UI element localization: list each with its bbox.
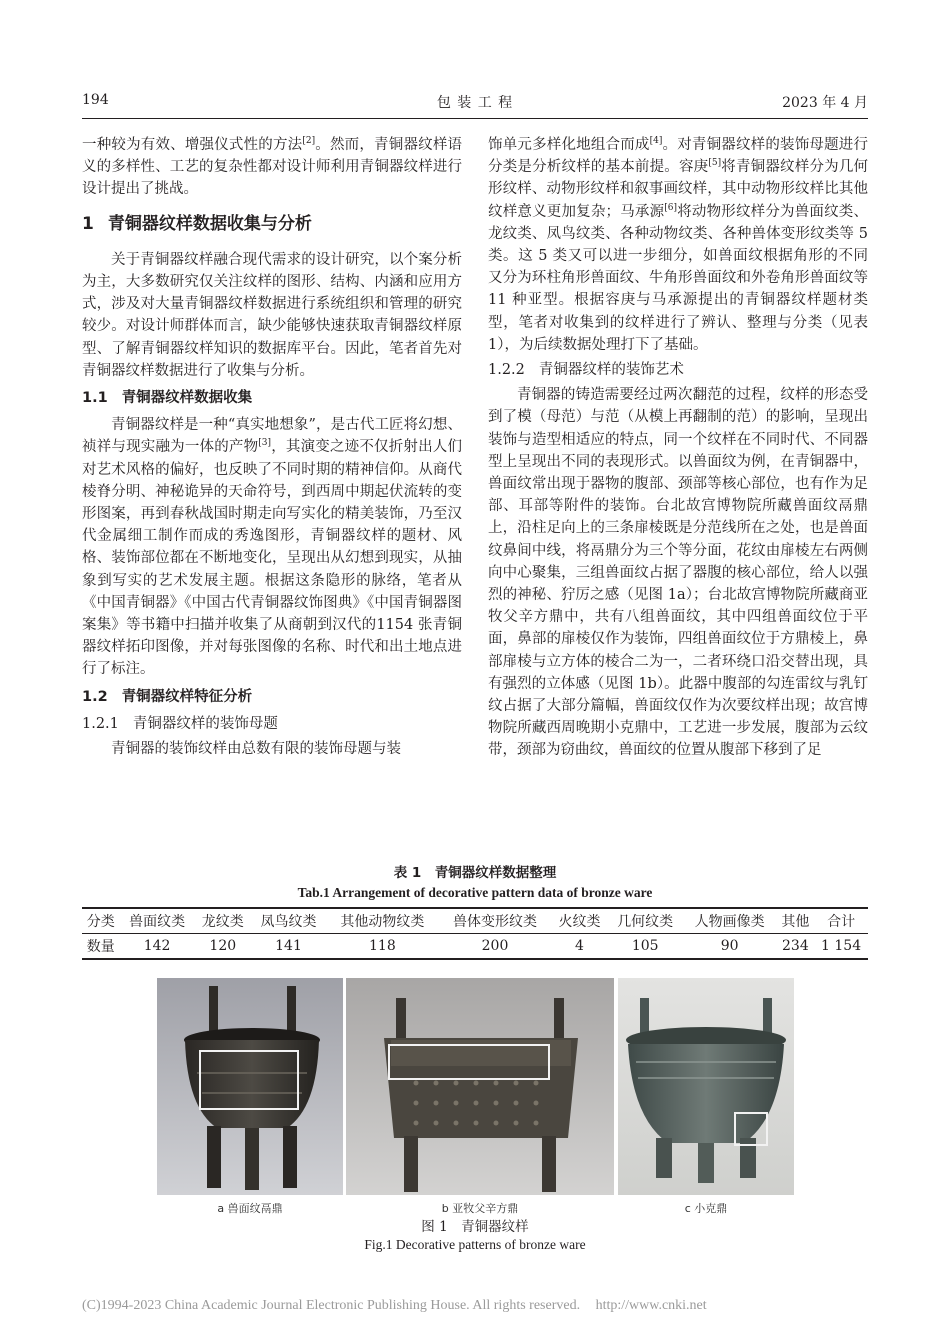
table-row	[82, 934, 868, 960]
table-cell: 兽体变形纹类	[439, 908, 552, 934]
table-header-row	[82, 908, 868, 934]
citation: [3]	[258, 438, 272, 449]
table-cell: 几何纹类	[608, 908, 683, 934]
table-cell: 数量	[86, 939, 115, 955]
table-cell: 人物画像类	[683, 908, 777, 934]
photo-ding-c	[618, 978, 794, 1195]
section-heading-1-1: 1.1 青铜器纹样数据收集	[82, 390, 253, 407]
paragraph: 青铜器的装饰纹样由总数有限的装饰母题与装	[111, 741, 401, 758]
table-cell: 其他	[777, 908, 815, 934]
copyright-footer	[82, 1298, 868, 1314]
table-cell: 200	[481, 938, 509, 954]
table-caption-en: Tab.1 Arrangement of decorative pattern data of bronze ware	[297, 885, 653, 900]
paragraph: 一种较为有效、增强仪式性的方法[2]。然而，青铜器纹样语义的多样性、工艺的复杂性都对设计师利用青铜器纹样进行设计提出了挑战。	[82, 136, 463, 198]
table-cell: 合计	[814, 908, 868, 934]
fangding-image	[346, 978, 614, 1195]
highlight-box	[388, 1044, 550, 1080]
citation: [5]	[708, 158, 722, 169]
table-cell: 火纹类	[551, 908, 607, 934]
paragraph: 饰单元多样化地组合而成[4]。对青铜器纹样的装饰母题进行分类是分析纹样的基本前提。容庚[5]将青铜器纹样分为几何形纹样、动物形纹样和叙事画纹样，其中动物形纹样比其他纹样意义更加复杂；马承源[6]将动物形纹样分为兽面纹类、龙纹类、凤鸟纹类、各种动物纹类、各种兽体变形纹类等 5 类。这 5 类又可以进一步细分，如兽面纹根据角形的不同又分为环柱角形兽面纹、牛角形兽面纹和外卷角形兽面纹等 11 种亚型。根据容庚与马承源提出的青铜器纹样题材类型，笔者对收集到的纹样进行了辨认、整理与分类（见表 1），为后续数据处理打下了基础。	[488, 136, 869, 353]
section-heading-1-2-2: 1.2.2 青铜器纹样的装饰艺术	[488, 362, 684, 379]
table-cell: 90	[720, 938, 739, 954]
figure-caption-zh: 图 1 青铜器纹样	[421, 1219, 529, 1235]
table-cell: 其他动物纹类	[326, 908, 439, 934]
paragraph: 青铜器纹样是一种“真实地想象”，是古代工匠将幻想、祯祥与现实融为一体的产物[3]，其演变之迹不仅折射出人们对艺术风格的偏好，也反映了不同时期的精神信仰。从商代棱脊分明、神秘诡异的天命符号，到西周中期起伏流转的变形图案，再到春秋战国时期走向写实化的精美装饰，乃至汉代金属细工制作而成的秀逸图形，青铜器纹样的题材、风格、装饰部位都在不断地变化，呈现出从幻想到现实，从抽象到写实的艺术发展主题。根据这条隐形的脉络，笔者从《中国青铜器》《中国古代青铜器纹饰图典》《中国青铜器图案集》等书籍中扫描并收集了从商朝到汉代的1154 张青铜器纹样拓印图像，并对每张图像的名称、时代和出土地点进行了标注。	[82, 417, 463, 678]
citation: [2]	[302, 136, 316, 147]
photo-ding-a	[157, 978, 343, 1195]
paragraph: 关于青铜器纹样融合现代需求的设计研究，以个案分析为主，大多数研究仅关注纹样的图形、结构、内涵和应用方式，涉及对大量青铜器纹样数据进行系统组织和管理的研究较少。对设计师群体而言，缺少能够快速获取青铜器纹样原型、了解青铜器纹样知识的数据库平台。因此，笔者首先对青铜器纹样数据进行了收集与分析。	[82, 251, 462, 379]
header-rule	[82, 118, 868, 119]
figure-caption	[82, 1218, 868, 1254]
citation: [6]	[664, 202, 678, 213]
left-column	[82, 134, 462, 760]
subfigure-label-c: c 小克鼎	[684, 1202, 728, 1215]
table-cell: 118	[369, 938, 396, 954]
photo-ding-b	[346, 978, 614, 1195]
issue-date: 2023 年 4 月	[782, 95, 868, 111]
pattern-data-table	[82, 907, 868, 960]
table-cell: 龙纹类	[195, 908, 251, 934]
subfigure-label-a: a 兽面纹鬲鼎	[217, 1202, 283, 1215]
table-caption-zh: 表 1 青铜器纹样数据整理	[393, 865, 557, 881]
table-cell: 4	[575, 938, 584, 954]
section-heading-1: 1 青铜器纹样数据收集与分析	[82, 213, 312, 234]
highlight-box	[734, 1112, 768, 1146]
table-cell: 兽面纹类	[120, 908, 195, 934]
page-number: 194	[82, 92, 109, 108]
paragraph: 青铜器的铸造需要经过两次翻范的过程，纹样的形态受到了模（母范）与范（从模上再翻制的范）的影响，呈现出装饰与造型相适应的特点，同一个纹样在不同时代、不同器型上呈现出不同的表现形式。以兽面纹为例，在青铜器中，兽面纹常出现于器物的腹部、颈部等核心部位，也有作为足部、耳部等附件的装饰。台北故宫博物院所藏兽面纹鬲鼎上，沿柱足向上的三条扉棱既是分范线所在之处，也是兽面纹鼻间中线，将鬲鼎分为三个等分面，花纹由扉棱左右两侧向中心聚集，三组兽面纹占据了器腹的核心部位，给人以强烈的神秘、狞厉之感（见图 1a）；台北故宫博物院所藏商亚牧父辛方鼎中，共有八组兽面纹，其中四组兽面纹位于平面，鼻部的扉棱仅作为装饰，四组兽面纹位于方鼎棱上，鼻部扉棱与立方体的棱合二为一，二者环绕口沿交替出现，具有强烈的立体感（见图 1b）。此器中腹部的勾连雷纹与乳钉纹占据了大部分篇幅，兽面纹仅作为次要纹样出现；故宫博物院所藏西周晚期小克鼎中，工艺进一步发展，腹部为云纹带，颈部为窃曲纹，兽面纹的位置从腹部下移到了足	[488, 387, 868, 759]
table-cell: 234	[782, 938, 809, 954]
journal-name: 包 装 工 程	[436, 95, 514, 111]
table-cell: 1 154	[821, 938, 862, 954]
cnki-link[interactable]: http://www.cnki.net	[595, 1298, 707, 1313]
table-cell: 141	[275, 938, 302, 954]
citation: [4]	[649, 136, 663, 147]
table-caption	[82, 864, 868, 902]
xiaoke-ding-image	[618, 978, 794, 1195]
figure-caption-en: Fig.1 Decorative patterns of bronze ware	[364, 1237, 586, 1252]
right-column	[488, 134, 868, 762]
section-heading-1-2-1: 1.2.1 青铜器纹样的装饰母题	[82, 715, 278, 732]
table-cell: 142	[143, 938, 171, 954]
table-cell: 凤鸟纹类	[251, 908, 326, 934]
table-cell: 分类	[82, 908, 120, 934]
table-cell: 120	[209, 938, 237, 954]
highlight-box	[199, 1050, 299, 1110]
copyright-text: (C)1994-2023 China Academic Journal Electronic Publishing House. All rights reserved.	[82, 1298, 581, 1313]
table-cell: 105	[631, 938, 659, 954]
subfigure-label-b: b 亚牧父辛方鼎	[441, 1202, 519, 1215]
section-heading-1-2: 1.2 青铜器纹样特征分析	[82, 688, 253, 705]
